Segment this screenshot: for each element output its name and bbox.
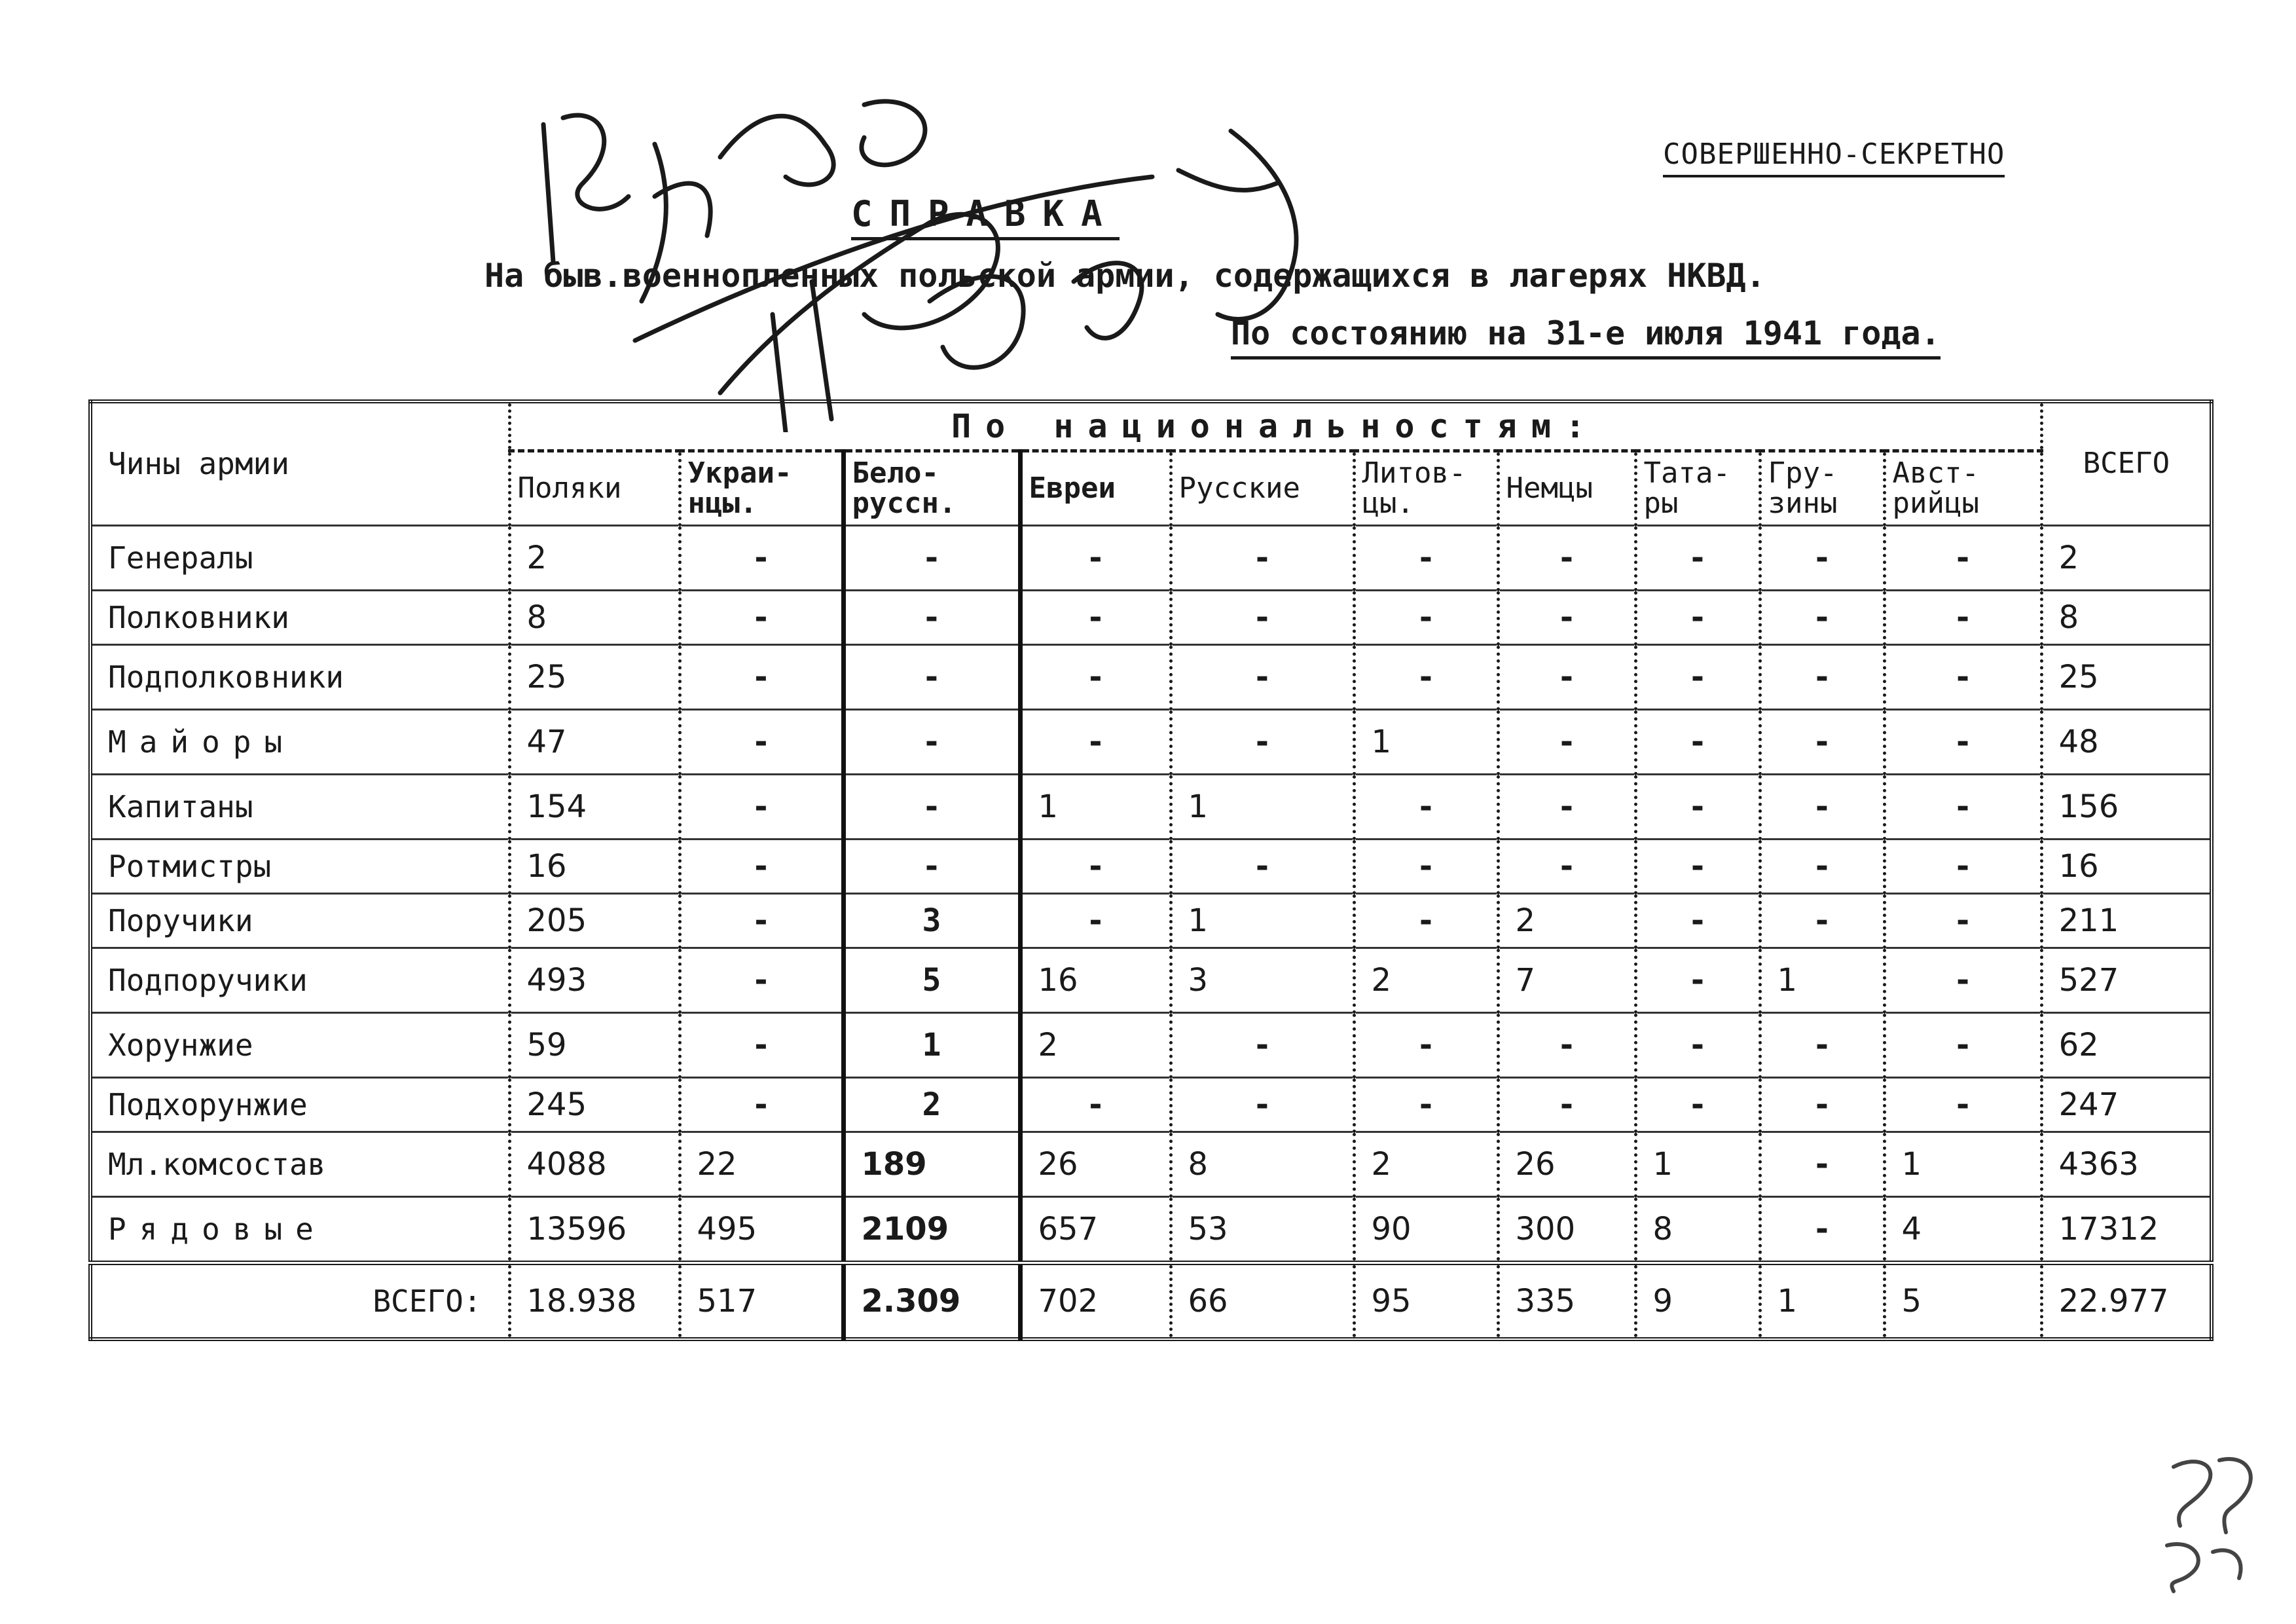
value-cell: - [1498, 591, 1635, 645]
total-cell: 527 [2041, 948, 2212, 1013]
value-cell: 26 [1498, 1132, 1635, 1197]
value-cell: - [1884, 710, 2041, 775]
value-cell: - [843, 775, 1020, 840]
value-cell: - [1498, 710, 1635, 775]
rank-cell: Капитаны [90, 775, 509, 840]
table-row [90, 948, 2212, 1013]
total-cell: 16 [2041, 840, 2212, 894]
value-cell: 47 [509, 710, 680, 775]
document-date-line: По состоянию на 31-е июля 1941 года. [1231, 314, 1941, 360]
column-header: Немцы [1498, 451, 1635, 526]
total-cell: 247 [2041, 1078, 2212, 1132]
value-cell: - [1635, 710, 1760, 775]
column-header: Русские [1171, 451, 1354, 526]
value-cell: 1 [1171, 775, 1354, 840]
value-cell: - [1760, 526, 1884, 591]
total-value-cell: 517 [680, 1263, 843, 1340]
value-cell: - [1884, 840, 2041, 894]
value-cell: 4088 [509, 1132, 680, 1197]
handwritten-signature-icon [524, 65, 1375, 432]
value-cell: - [1635, 591, 1760, 645]
total-value-cell: 18.938 [509, 1263, 680, 1340]
value-cell: 1 [1760, 948, 1884, 1013]
total-cell: 25 [2041, 645, 2212, 710]
value-cell: - [843, 840, 1020, 894]
document-title: СПРАВКА [851, 193, 1120, 240]
value-cell: - [1635, 645, 1760, 710]
value-cell: 2 [1498, 894, 1635, 948]
totals-label: ВСЕГО: [90, 1263, 509, 1340]
value-cell: 493 [509, 948, 680, 1013]
value-cell: - [1171, 591, 1354, 645]
value-cell: 4 [1884, 1197, 2041, 1263]
rank-cell: Полковники [90, 591, 509, 645]
value-cell: - [1020, 1078, 1171, 1132]
value-cell: - [1498, 526, 1635, 591]
table-row [90, 1013, 2212, 1078]
value-cell: - [1354, 591, 1498, 645]
value-cell: - [680, 840, 843, 894]
value-cell: - [680, 526, 843, 591]
handwritten-archive-mark-icon [2147, 1441, 2278, 1598]
value-cell: 1 [1020, 775, 1171, 840]
value-cell: - [1760, 775, 1884, 840]
value-cell: - [680, 1078, 843, 1132]
total-cell: 156 [2041, 775, 2212, 840]
table-row [90, 894, 2212, 948]
rank-column-header: Чины армии [90, 401, 509, 526]
value-cell: - [1884, 526, 2041, 591]
prisoners-table [88, 399, 2214, 1341]
value-cell: 2 [509, 526, 680, 591]
classification-stamp: СОВЕРШЕННО-СЕКРЕТНО [1663, 138, 2005, 177]
total-cell: 17312 [2041, 1197, 2212, 1263]
value-cell: 90 [1354, 1197, 1498, 1263]
value-cell: - [843, 710, 1020, 775]
total-cell: 8 [2041, 591, 2212, 645]
value-cell: 26 [1020, 1132, 1171, 1197]
value-cell: - [1171, 1013, 1354, 1078]
value-cell: 2109 [843, 1197, 1020, 1263]
table-row [90, 1078, 2212, 1132]
value-cell: 59 [509, 1013, 680, 1078]
value-cell: - [1884, 894, 2041, 948]
value-cell: 7 [1498, 948, 1635, 1013]
value-cell: - [1020, 840, 1171, 894]
value-cell: - [1354, 645, 1498, 710]
total-cell: 48 [2041, 710, 2212, 775]
column-header: Авст-рийцы [1884, 451, 2041, 526]
value-cell: - [1171, 645, 1354, 710]
rank-cell: Хорунжие [90, 1013, 509, 1078]
value-cell: 2 [843, 1078, 1020, 1132]
value-cell: - [1760, 840, 1884, 894]
value-cell: - [1760, 1013, 1884, 1078]
value-cell: 300 [1498, 1197, 1635, 1263]
value-cell: 5 [843, 948, 1020, 1013]
rank-cell: Майоры [90, 710, 509, 775]
rank-cell: Подхорунжие [90, 1078, 509, 1132]
table-row [90, 645, 2212, 710]
value-cell: - [1760, 1132, 1884, 1197]
rank-cell: Подполковники [90, 645, 509, 710]
value-cell: - [1635, 526, 1760, 591]
value-cell: - [1635, 1078, 1760, 1132]
value-cell: - [1760, 1078, 1884, 1132]
rank-cell: Ротмистры [90, 840, 509, 894]
value-cell: - [1171, 526, 1354, 591]
total-value-cell: 9 [1635, 1263, 1760, 1340]
value-cell: 25 [509, 645, 680, 710]
grand-total-cell: 22.977 [2041, 1263, 2212, 1340]
value-cell: 1 [1635, 1132, 1760, 1197]
value-cell: - [1020, 710, 1171, 775]
rank-cell: Поручики [90, 894, 509, 948]
value-cell: 53 [1171, 1197, 1354, 1263]
value-cell: - [1171, 710, 1354, 775]
value-cell: - [680, 1013, 843, 1078]
value-cell: 1 [1354, 710, 1498, 775]
value-cell: - [1635, 775, 1760, 840]
value-cell: - [1354, 526, 1498, 591]
value-cell: - [1760, 1197, 1884, 1263]
value-cell: - [680, 775, 843, 840]
value-cell: - [1171, 1078, 1354, 1132]
value-cell: - [1884, 1078, 2041, 1132]
value-cell: - [1020, 645, 1171, 710]
table-row [90, 1132, 2212, 1197]
value-cell: - [680, 591, 843, 645]
value-cell: - [843, 591, 1020, 645]
value-cell: - [1498, 1013, 1635, 1078]
column-header: Поляки [509, 451, 680, 526]
value-cell: 2 [1354, 948, 1498, 1013]
value-cell: - [1354, 894, 1498, 948]
rank-cell: Подпоручики [90, 948, 509, 1013]
value-cell: 8 [509, 591, 680, 645]
rank-cell: Рядовые [90, 1197, 509, 1263]
total-value-cell: 1 [1760, 1263, 1884, 1340]
table-row [90, 775, 2212, 840]
value-cell: - [680, 948, 843, 1013]
value-cell: 13596 [509, 1197, 680, 1263]
value-cell: - [1171, 840, 1354, 894]
value-cell: - [1635, 840, 1760, 894]
totals-row [90, 1263, 2212, 1340]
table-row [90, 710, 2212, 775]
value-cell: 205 [509, 894, 680, 948]
value-cell: - [1760, 710, 1884, 775]
value-cell: - [1884, 645, 2041, 710]
value-cell: - [843, 526, 1020, 591]
document-subtitle: На быв.военнопленных польской армии, содержащихся в лагерях НКВД. [484, 257, 1766, 295]
value-cell: - [1760, 591, 1884, 645]
value-cell: - [1498, 1078, 1635, 1132]
value-cell: 2 [1020, 1013, 1171, 1078]
total-cell: 2 [2041, 526, 2212, 591]
total-value-cell: 335 [1498, 1263, 1635, 1340]
table-row [90, 526, 2212, 591]
value-cell: - [1354, 1013, 1498, 1078]
value-cell: 495 [680, 1197, 843, 1263]
total-cell: 4363 [2041, 1132, 2212, 1197]
value-cell: - [1354, 840, 1498, 894]
total-cell: 211 [2041, 894, 2212, 948]
value-cell: 1 [1884, 1132, 2041, 1197]
rank-cell: Генералы [90, 526, 509, 591]
total-value-cell: 2.309 [843, 1263, 1020, 1340]
value-cell: - [1020, 526, 1171, 591]
value-cell: - [1498, 645, 1635, 710]
column-header: Евреи [1020, 451, 1171, 526]
value-cell: - [1498, 775, 1635, 840]
value-cell: 1 [1171, 894, 1354, 948]
column-header: Литов-цы. [1354, 451, 1498, 526]
column-header: Бело-руссн. [843, 451, 1020, 526]
table-row [90, 840, 2212, 894]
value-cell: - [680, 710, 843, 775]
value-cell: 189 [843, 1132, 1020, 1197]
value-cell: - [1635, 948, 1760, 1013]
value-cell: - [1760, 894, 1884, 948]
value-cell: - [1884, 591, 2041, 645]
value-cell: - [1884, 775, 2041, 840]
value-cell: 16 [509, 840, 680, 894]
value-cell: - [1635, 1013, 1760, 1078]
column-header: Гру-зины [1760, 451, 1884, 526]
value-cell: 657 [1020, 1197, 1171, 1263]
value-cell: 245 [509, 1078, 680, 1132]
value-cell: 3 [1171, 948, 1354, 1013]
value-cell: - [1760, 645, 1884, 710]
value-cell: 3 [843, 894, 1020, 948]
column-header: Украи-нцы. [680, 451, 843, 526]
value-cell: 1 [843, 1013, 1020, 1078]
total-value-cell: 702 [1020, 1263, 1171, 1340]
value-cell: 8 [1635, 1197, 1760, 1263]
value-cell: - [1354, 775, 1498, 840]
column-header: Тата-ры [1635, 451, 1760, 526]
value-cell: - [1498, 840, 1635, 894]
value-cell: 22 [680, 1132, 843, 1197]
value-cell: 8 [1171, 1132, 1354, 1197]
total-value-cell: 5 [1884, 1263, 2041, 1340]
rank-cell: Мл.комсостав [90, 1132, 509, 1197]
value-cell: - [843, 645, 1020, 710]
value-cell: - [1020, 591, 1171, 645]
value-cell: - [1354, 1078, 1498, 1132]
value-cell: - [680, 894, 843, 948]
value-cell: - [1884, 948, 2041, 1013]
total-value-cell: 66 [1171, 1263, 1354, 1340]
table-row [90, 591, 2212, 645]
value-cell: 154 [509, 775, 680, 840]
nationality-group-header: По национальностям: [509, 401, 2041, 451]
table-row [90, 1197, 2212, 1263]
value-cell: 16 [1020, 948, 1171, 1013]
value-cell: - [1635, 894, 1760, 948]
value-cell: 2 [1354, 1132, 1498, 1197]
total-column-header: ВСЕГО [2041, 401, 2212, 526]
total-value-cell: 95 [1354, 1263, 1498, 1340]
value-cell: - [1020, 894, 1171, 948]
total-cell: 62 [2041, 1013, 2212, 1078]
value-cell: - [680, 645, 843, 710]
value-cell: - [1884, 1013, 2041, 1078]
